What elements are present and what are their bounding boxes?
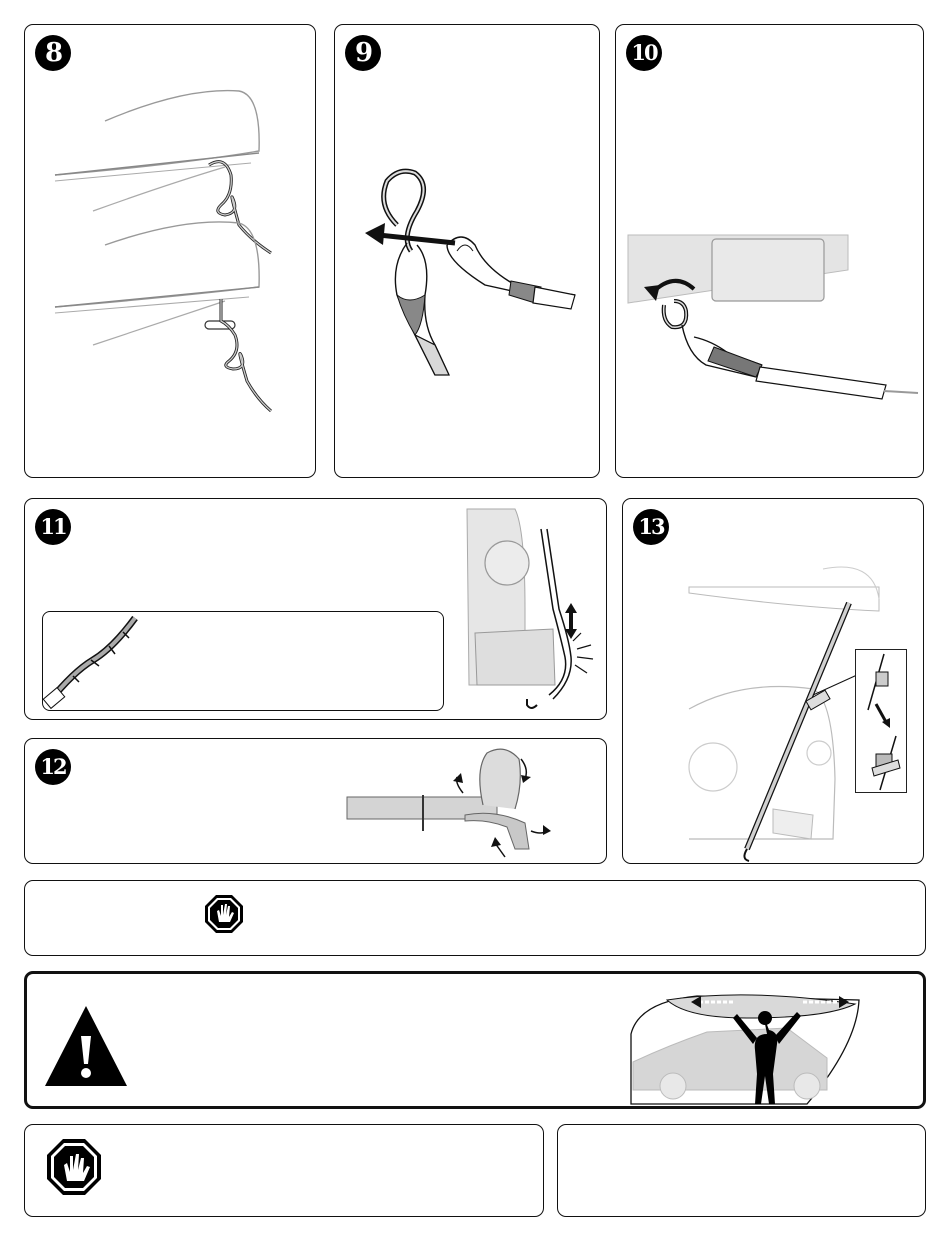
warning-panel: [24, 971, 926, 1109]
step-8-illustration: [25, 25, 316, 478]
step-number-badge: 10: [626, 35, 662, 71]
stop-hand-icon: [25, 881, 926, 956]
step-number-badge: 9: [345, 35, 381, 71]
step-11-illustration: [25, 499, 607, 720]
step-number-badge: 12: [35, 749, 71, 785]
step-9-panel: [334, 24, 600, 478]
step-number-badge: 13: [633, 509, 669, 545]
stop-caution-panel: [24, 1124, 544, 1217]
step-12-illustration: [25, 739, 607, 864]
step-13-panel: [622, 498, 924, 864]
step-12-panel: [24, 738, 607, 864]
step-number-badge: 11: [35, 509, 71, 545]
step-number-badge: 8: [35, 35, 71, 71]
step-10-panel: [615, 24, 924, 478]
overload-warning-illustration: [27, 974, 926, 1109]
stop-hand-icon-large: [25, 1125, 544, 1217]
ratchet-detail-inset: [855, 649, 907, 793]
notes-panel: [557, 1124, 926, 1217]
step-10-illustration: [616, 25, 924, 478]
ratchet-detail-illustration: [856, 650, 908, 794]
step-11-panel: [24, 498, 607, 720]
step-8-panel: [24, 24, 316, 478]
stop-notice-panel: [24, 880, 926, 956]
step-9-illustration: [335, 25, 600, 478]
